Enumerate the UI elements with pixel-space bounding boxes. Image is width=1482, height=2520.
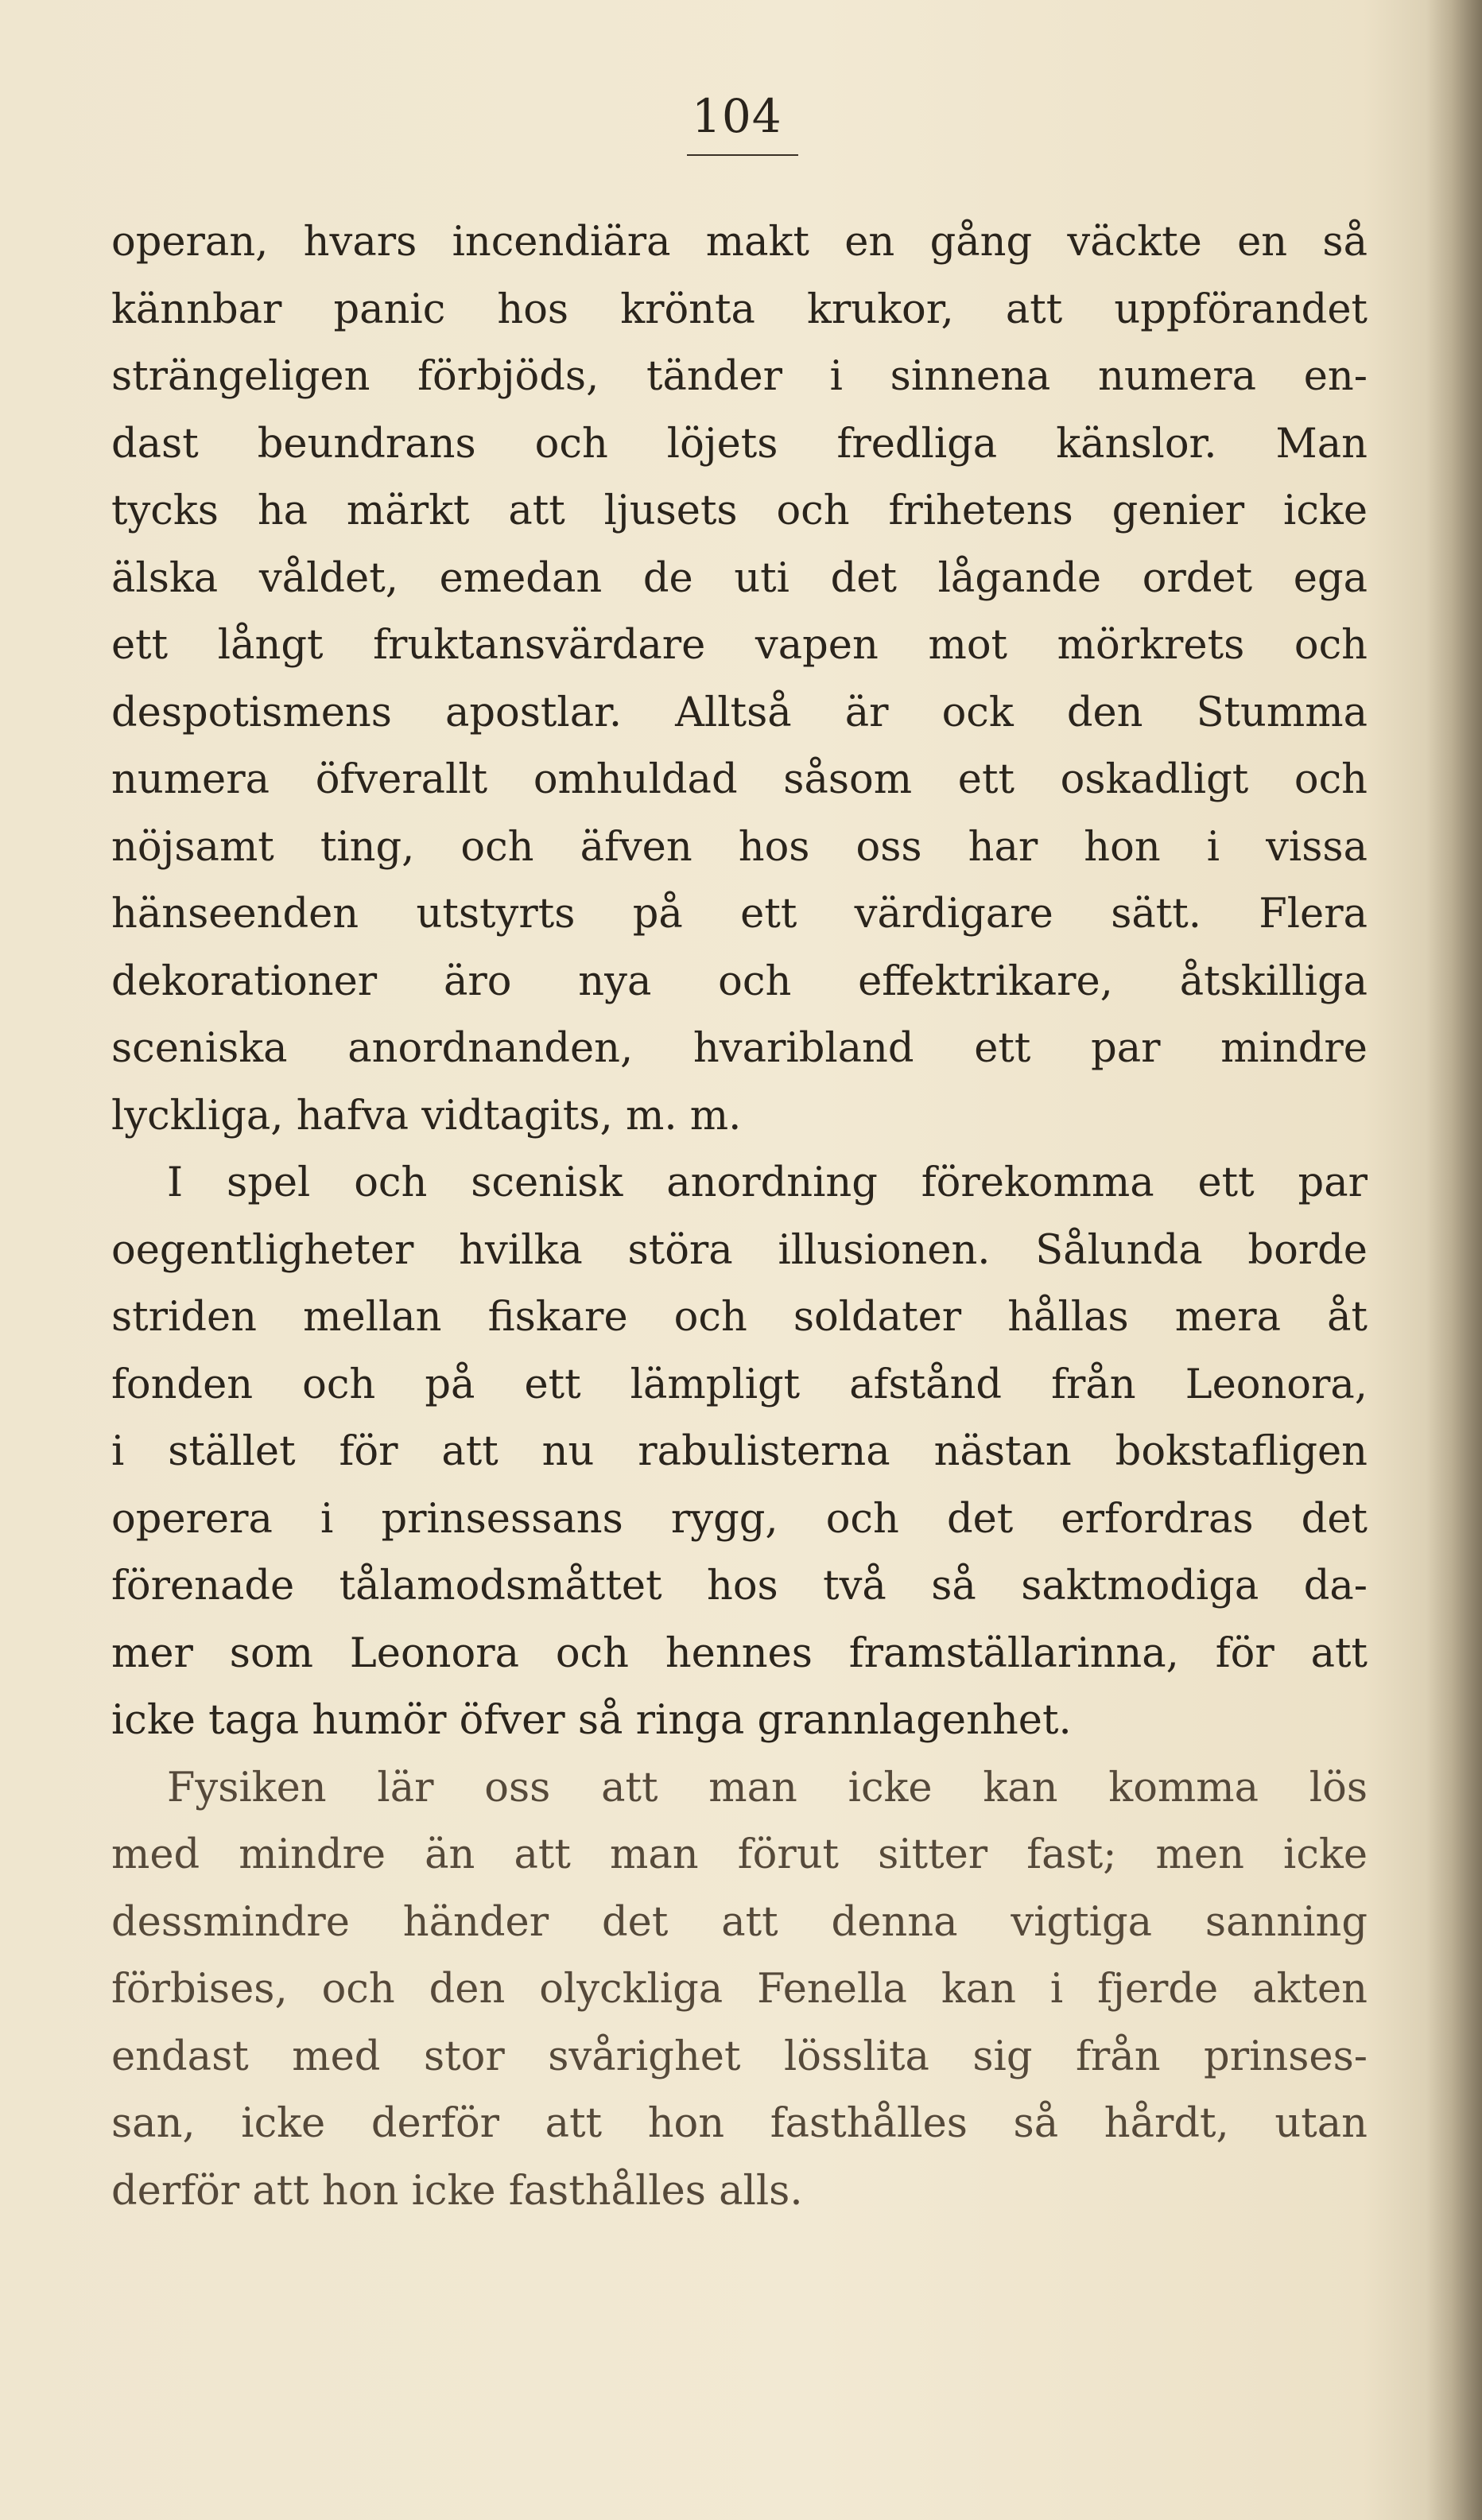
text-line: oegentligheter hvilka störa illusionen. Sålunda borde — [111, 1226, 1368, 1274]
text-line: förenade tålamodsmåttet hos två så saktmodiga da- — [111, 1563, 1368, 1609]
text-line: nöjsamt ting, och äfven hos oss har hon i vissa — [111, 823, 1368, 871]
text-line: sceniska anordnanden, hvaribland ett par mindre — [111, 1025, 1368, 1072]
text-line: ett långt fruktansvärdare vapen mot mörkrets och — [111, 622, 1368, 669]
text-line: striden mellan fiskare och soldater hållas mera åt — [111, 1294, 1368, 1341]
text-line: i stället för att nu rabulisterna nästan bokstafligen — [111, 1428, 1368, 1475]
text-line: tycks ha märkt att ljusets och frihetens genier icke — [111, 487, 1368, 534]
paragraph-start-line: Fysiken lär oss att man icke kan komma lös — [167, 1764, 1368, 1811]
paragraph-start-line: I spel och scenisk anordning förekomma ett par — [167, 1159, 1368, 1206]
text-line: san, icke derför att hon fasthålles så hårdt, utan — [111, 2100, 1368, 2147]
text-line: operera i prinsessans rygg, och det erfordras det — [111, 1495, 1368, 1543]
text-line: numera öfverallt omhuldad såsom ett oskadligt och — [111, 756, 1368, 803]
text-line: dessmindre händer det att denna vigtiga sanning — [111, 1898, 1368, 1946]
paragraph-end-line: lyckliga, hafva vidtagits, m. m. — [111, 1092, 742, 1140]
page-gutter-shadow — [1426, 0, 1482, 2520]
text-line: strängeligen förbjöds, tänder i sinnena numera en- — [111, 353, 1368, 400]
text-line: älska våldet, emedan de uti det lågande ordet ega — [111, 554, 1368, 602]
text-line: endast med stor svårighet lösslita sig från prinses- — [111, 2033, 1368, 2080]
text-line: dast beundrans och löjets fredliga känslor. Man — [111, 420, 1368, 468]
page-number: 104 — [692, 89, 782, 143]
text-line: hänseenden utstyrts på ett värdigare sätt. Flera — [111, 891, 1368, 938]
paragraph-end-line: derför att hon icke fasthålles alls. — [111, 2167, 803, 2215]
paragraph-end-line: icke taga humör öfver så ringa grannlagenhet. — [111, 1697, 1072, 1744]
text-line: dekorationer äro nya och effektrikare, åtskilliga — [111, 957, 1368, 1005]
text-line: med mindre än att man förut sitter fast; men icke — [111, 1831, 1368, 1878]
header-rule — [687, 154, 798, 156]
text-line: mer som Leonora och hennes framställarinna, för att — [111, 1629, 1368, 1677]
text-line: operan, hvars incendiära makt en gång väckte en så — [111, 219, 1368, 266]
text-line: förbises, och den olyckliga Fenella kan i fjerde akten — [111, 1966, 1368, 2013]
text-line: fonden och på ett lämpligt afstånd från Leonora, — [111, 1361, 1368, 1408]
body-text — [111, 209, 1368, 2225]
text-line: despotismens apostlar. Alltså är ock den Stumma — [111, 689, 1368, 736]
text-line: kännbar panic hos krönta krukor, att uppförandet — [111, 285, 1368, 333]
